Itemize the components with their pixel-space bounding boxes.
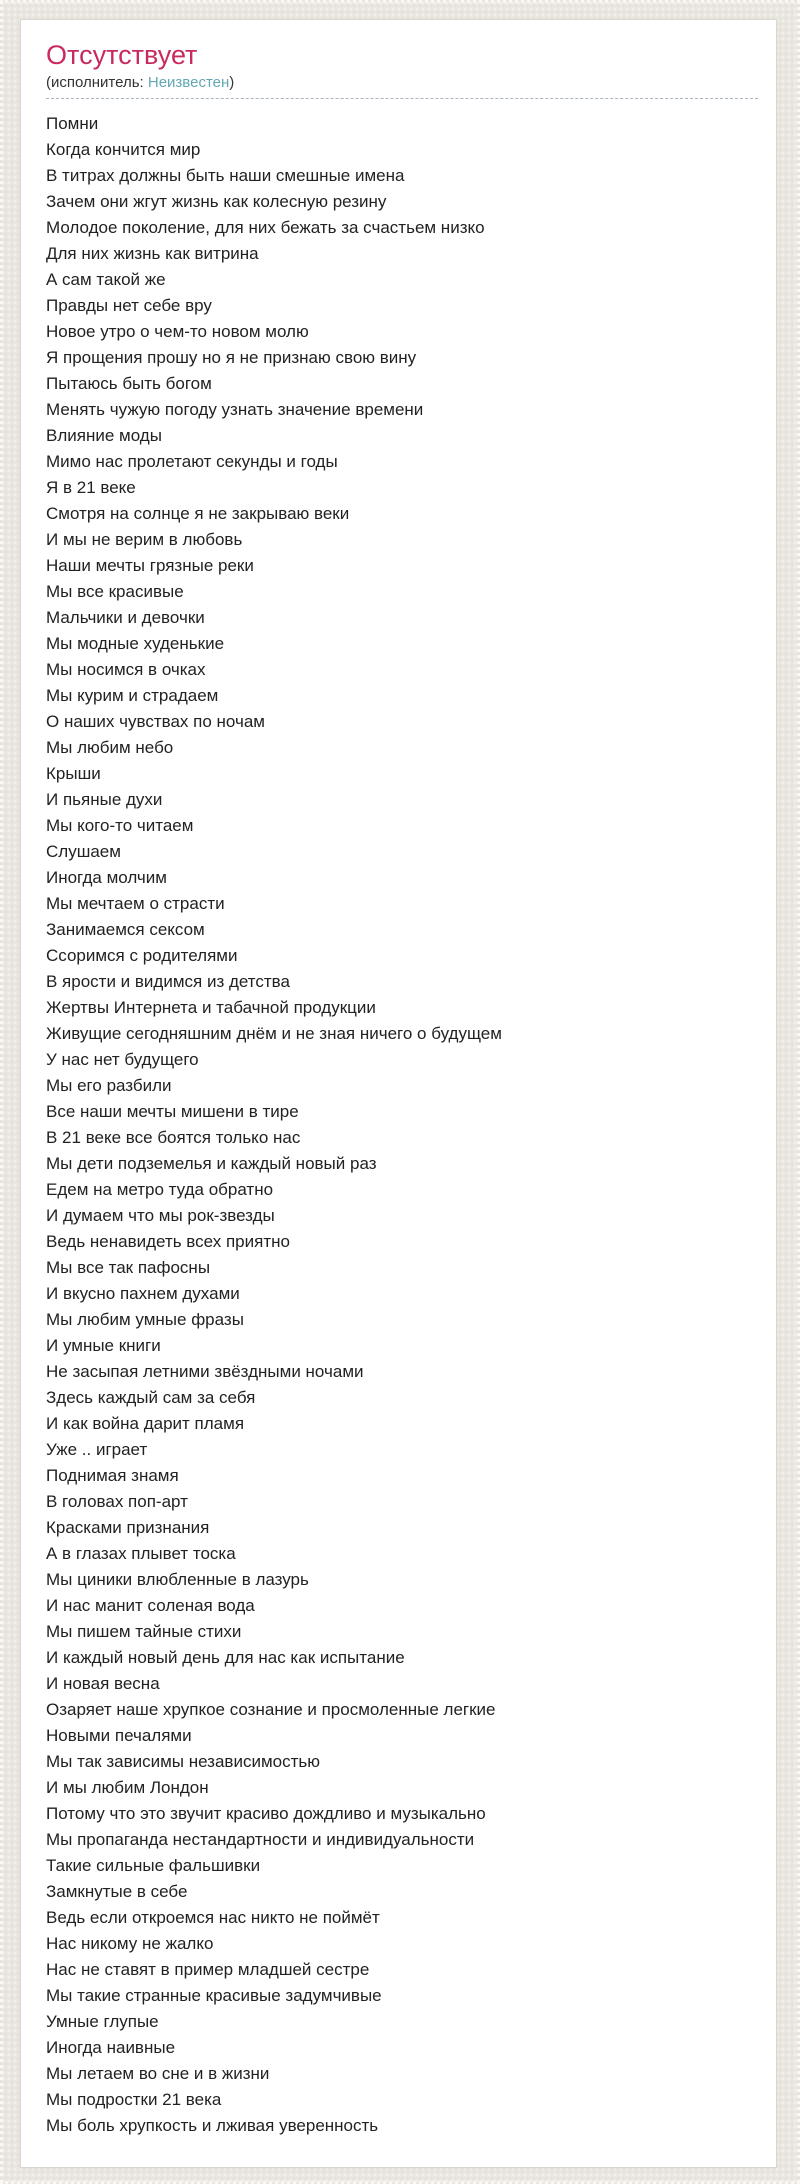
lyric-line: Влияние моды <box>46 426 162 446</box>
lyric-line: Едем на метро туда обратно <box>46 1180 274 1200</box>
lyric-line: Иногда молчим <box>46 868 167 888</box>
lyric-line: И как война дарит пламя <box>46 1414 245 1434</box>
lyric-line: Ведь ненавидеть всех приятно <box>46 1232 290 1252</box>
lyric-line: Мы пишем тайные стихи <box>46 1622 242 1642</box>
lyric-line: Новыми печалями <box>46 1726 192 1746</box>
artist-link[interactable]: Неизвестен <box>147 74 230 92</box>
lyric-line: Мы курим и страдаем <box>46 686 219 706</box>
lyric-line: Мы носимся в очках <box>46 660 206 680</box>
lyric-line: Ссоримся с родителями <box>46 946 238 966</box>
lyric-line: Для них жизнь как витрина <box>46 244 259 264</box>
lyric-line: Мы все так пафосны <box>46 1258 211 1278</box>
lyric-line: Ведь если откроемся нас никто не поймёт <box>46 1908 380 1928</box>
lyric-line: Слушаем <box>46 842 121 862</box>
lyric-line: Мы пропаганда нестандартности и индивидуальности <box>46 1830 475 1850</box>
lyric-line: Мы его разбили <box>46 1076 172 1096</box>
lyric-line: И думаем что мы рок-звезды <box>46 1206 275 1226</box>
lyric-line: Мальчики и девочки <box>46 608 205 628</box>
lyric-line: И нас манит соленая вода <box>46 1596 255 1616</box>
lyric-line: И каждый новый день для нас как испытание <box>46 1648 405 1668</box>
lyric-line: Потому что это звучит красиво дождливо и музыкально <box>46 1804 486 1824</box>
lyric-line: Пытаюсь быть богом <box>46 374 212 394</box>
lyric-line: Все наши мечты мишени в тире <box>46 1102 299 1122</box>
lyric-line: Иногда наивные <box>46 2038 176 2058</box>
lyric-line: Мы дети подземелья и каждый новый раз <box>46 1154 377 1174</box>
lyric-line: В 21 веке все боятся только нас <box>46 1128 301 1148</box>
artist-suffix: ) <box>229 74 235 92</box>
lyric-line: Мы так зависимы независимостью <box>46 1752 320 1772</box>
lyric-line: И вкусно пахнем духами <box>46 1284 240 1304</box>
lyric-line: Наши мечты грязные реки <box>46 556 254 576</box>
lyric-line: Не засыпая летними звёздными ночами <box>46 1362 364 1382</box>
lyric-line: Замкнутые в себе <box>46 1882 188 1902</box>
lyric-line: Занимаемся сексом <box>46 920 205 940</box>
artist-line <box>46 74 758 99</box>
lyric-line: Умные глупые <box>46 2012 159 2032</box>
lyric-line: Озаряет наше хрупкое сознание и просмоленные легкие <box>46 1700 496 1720</box>
lyric-line: Новое утро о чем-то новом молю <box>46 322 309 342</box>
artist-label: (исполнитель: <box>46 74 148 92</box>
lyric-line: Мимо нас пролетают секунды и годы <box>46 452 338 472</box>
lyric-line: Мы мечтаем о страсти <box>46 894 225 914</box>
lyric-line: Жертвы Интернета и табачной продукции <box>46 998 376 1018</box>
lyric-line: И новая весна <box>46 1674 160 1694</box>
lyric-line: Красками признания <box>46 1518 210 1538</box>
lyric-line: Здесь каждый сам за себя <box>46 1388 256 1408</box>
lyric-line: Мы кого-то читаем <box>46 816 194 836</box>
lyric-line: Мы все красивые <box>46 582 184 602</box>
lyric-line: Мы боль хрупкость и лживая уверенность <box>46 2116 379 2136</box>
lyric-line: У нас нет будущего <box>46 1050 199 1070</box>
lyric-line: Менять чужую погоду узнать значение времени <box>46 400 424 420</box>
lyric-line: Мы подростки 21 века <box>46 2090 222 2110</box>
lyric-line: А сам такой же <box>46 270 166 290</box>
lyric-line: Мы модные худенькие <box>46 634 225 654</box>
lyric-line: Поднимая знамя <box>46 1466 179 1486</box>
lyric-line: Нас никому не жалко <box>46 1934 214 1954</box>
lyric-line: Мы такие странные красивые задумчивые <box>46 1986 382 2006</box>
lyric-line: Когда кончится мир <box>46 140 201 160</box>
lyric-line: И мы любим Лондон <box>46 1778 209 1798</box>
lyric-line: И мы не верим в любовь <box>46 530 243 550</box>
lyric-line: И пьяные духи <box>46 790 163 810</box>
lyric-line: Крыши <box>46 764 101 784</box>
lyric-line: А в глазах плывет тоска <box>46 1544 236 1564</box>
lyric-line: Помни <box>46 114 99 134</box>
lyric-line: Мы любим умные фразы <box>46 1310 244 1330</box>
lyric-line: В ярости и видимся из детства <box>46 972 290 992</box>
lyrics-card <box>20 19 777 2168</box>
lyric-line: Такие сильные фальшивки <box>46 1856 261 1876</box>
lyric-line: Уже .. играет <box>46 1440 148 1460</box>
lyric-line: Живущие сегодняшним днём и не зная ничего о будущем <box>46 1024 502 1044</box>
lyric-line: Нас не ставят в пример младшей сестре <box>46 1960 370 1980</box>
lyric-line: В титрах должны быть наши смешные имена <box>46 166 405 186</box>
lyric-line: Зачем они жгут жизнь как колесную резину <box>46 192 387 212</box>
lyric-line: Мы любим небо <box>46 738 174 758</box>
lyric-line: Мы летаем во сне и в жизни <box>46 2064 270 2084</box>
song-title: Отсутствует <box>46 40 198 70</box>
lyric-line: Правды нет себе вру <box>46 296 212 316</box>
lyrics-text <box>46 111 758 2139</box>
lyric-line: Смотря на солнце я не закрываю веки <box>46 504 350 524</box>
lyric-line: Я в 21 веке <box>46 478 136 498</box>
lyric-line: И умные книги <box>46 1336 161 1356</box>
lyric-line: Мы циники влюбленные в лазурь <box>46 1570 309 1590</box>
lyric-line: Я прощения прошу но я не признаю свою вину <box>46 348 417 368</box>
lyric-line: В головах поп-арт <box>46 1492 188 1512</box>
lyric-line: Молодое поколение, для них бежать за счастьем низко <box>46 218 485 238</box>
lyric-line: О наших чувствах по ночам <box>46 712 265 732</box>
